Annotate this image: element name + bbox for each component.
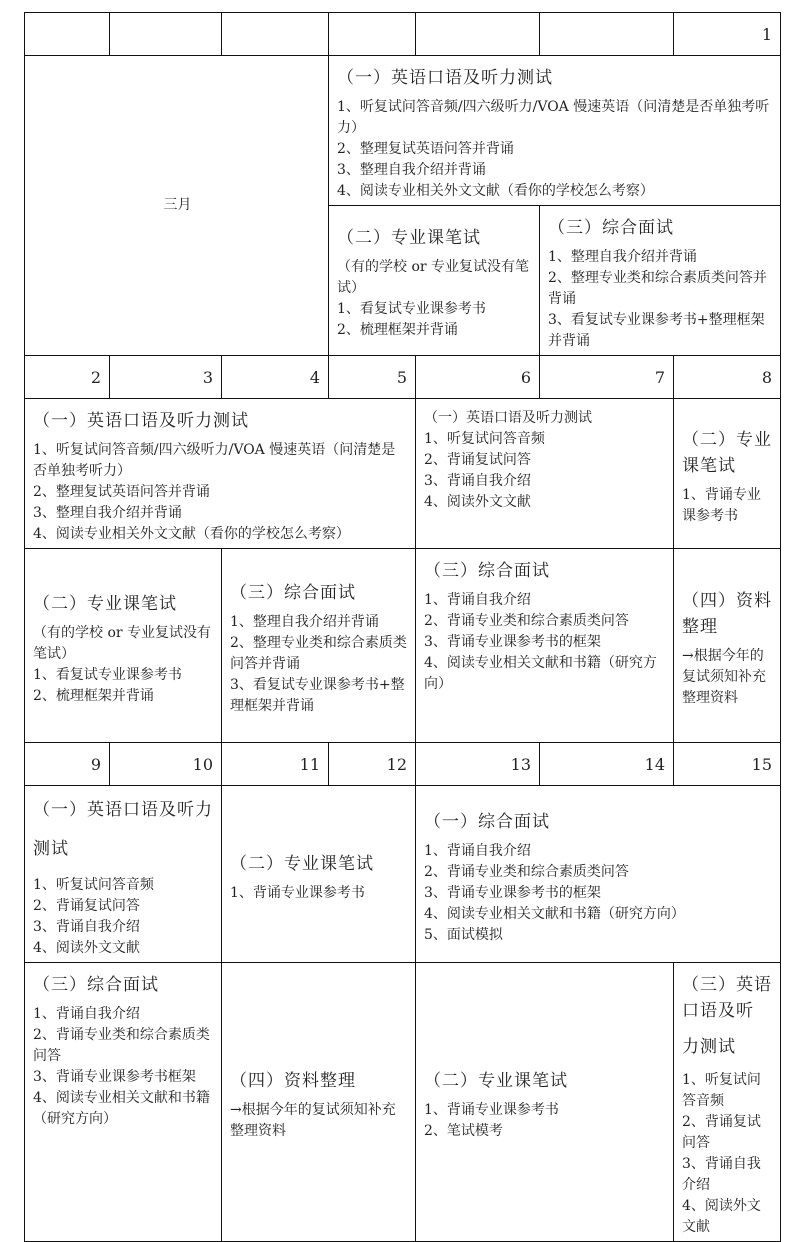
section-title: （一）英语口语及听力 — [33, 800, 213, 820]
day-cell — [110, 13, 222, 56]
task-item: 1、整理自我介绍并背诵 — [230, 614, 379, 630]
day-cell — [540, 13, 674, 56]
task-item: 3、背诵自我介绍 — [33, 919, 140, 935]
task-item: 3、整理自我介绍并背诵 — [337, 162, 486, 178]
day-cell — [222, 13, 329, 56]
day-cell: 11 — [222, 743, 329, 786]
task-item: 3、背诵专业课参考书的框架 — [424, 634, 601, 650]
task-item: 1、看复试专业课参考书 — [33, 666, 182, 683]
english-test-cell — [25, 399, 416, 549]
day-cell: 2 — [25, 356, 110, 399]
task-item: 1、整理自我介绍并背诵 — [548, 249, 697, 265]
interview-cell — [540, 206, 781, 356]
task-item: 3、看复试专业课参考书+整理框架并背诵 — [548, 312, 765, 349]
task-item: 1、听复试问答音频 — [682, 1072, 761, 1109]
task-item: 2、背诵专业类和综合素质类问答 — [33, 1027, 210, 1064]
task-item: 2、梳理框架并背诵 — [337, 322, 458, 338]
written-test-cell — [25, 549, 222, 743]
task-item: 3、看复试专业课参考书+整理框架并背诵 — [230, 677, 405, 714]
section-title: （一）英语口语及听力测试 — [337, 68, 553, 88]
task-item: 2、梳理框架并背诵 — [33, 687, 154, 704]
task-item: 4、阅读外文文献 — [682, 1198, 761, 1235]
task-item: 4、阅读外文文献 — [424, 494, 531, 510]
task-item: 3、整理自我介绍并背诵 — [33, 505, 182, 521]
day-cell: 1 — [674, 13, 781, 56]
task-item: 2、背诵专业类和综合素质类问答 — [424, 863, 629, 880]
task-item: 2、笔试模考 — [424, 1123, 503, 1139]
task-item: 3、背诵专业课参考书的框架 — [424, 884, 601, 901]
day-number-row — [25, 13, 781, 56]
section-title: （四）资料整理 — [230, 1071, 356, 1091]
materials-cell — [222, 963, 416, 1242]
task-item: 2、背诵专业类和综合素质类问答 — [424, 613, 629, 629]
section-title: （二）专业课笔试 — [337, 228, 481, 248]
interview-cell — [222, 549, 416, 743]
task-note: （有的学校 or 专业复试没有笔试） — [33, 624, 212, 662]
section-title: （三）英语口语及听 — [682, 975, 772, 1021]
task-item: 1、背诵专业课参考书 — [682, 486, 761, 524]
task-item: 1、听复试问答音频 — [33, 877, 154, 893]
section-title: （四）资料整理 — [682, 591, 772, 637]
day-cell — [416, 13, 540, 56]
day-cell: 9 — [25, 743, 110, 786]
english-test-cell — [674, 963, 781, 1242]
day-cell: 14 — [540, 743, 674, 786]
day-cell: 4 — [222, 356, 329, 399]
day-cell: 12 — [329, 743, 416, 786]
section-title: （二）专业课笔试 — [682, 429, 772, 476]
task-item: 4、阅读外文文献 — [33, 940, 140, 956]
task-item: 1、听复试问答音频/四六级听力/VOA 慢速英语（问清楚是否单独考听力） — [337, 99, 770, 136]
task-item: 1、看复试专业课参考书 — [337, 301, 486, 317]
task-item: 1、背诵自我介绍 — [424, 842, 531, 859]
task-item: 2、整理复试英语问答并背诵 — [337, 141, 514, 157]
task-item: 1、听复试问答音频 — [424, 431, 545, 447]
task-item: 1、背诵自我介绍 — [424, 592, 531, 608]
study-schedule-table — [24, 12, 781, 1242]
task-item: 5、面试模拟 — [424, 926, 503, 943]
written-test-cell — [222, 786, 416, 963]
section-title: （一）英语口语及听力测试 — [424, 410, 592, 426]
task-note: （有的学校 or 专业复试没有笔试） — [337, 259, 530, 296]
month-label: 三月 — [25, 56, 329, 356]
task-item: 4、阅读专业相关外文文献（看你的学校怎么考察） — [33, 526, 350, 542]
day-cell — [329, 13, 416, 56]
day-cell: 13 — [416, 743, 540, 786]
task-item: 3、背诵专业课参考书框架 — [33, 1069, 196, 1085]
task-item: →根据今年的复试须知补充整理资料 — [682, 648, 766, 706]
section-title: （一）英语口语及听力测试 — [33, 411, 249, 431]
task-item: 2、背诵复试问答 — [424, 452, 531, 468]
task-item: 2、背诵复试问答 — [682, 1114, 761, 1151]
written-test-cell — [416, 963, 674, 1242]
task-item: 1、听复试问答音频/四六级听力/VOA 慢速英语（问清楚是否单独考听力） — [33, 442, 396, 479]
day-cell: 8 — [674, 356, 781, 399]
english-test-cell — [25, 786, 222, 963]
section-title: （三）综合面试 — [33, 975, 159, 995]
day-cell: 6 — [416, 356, 540, 399]
section-title: （二）专业课笔试 — [230, 853, 374, 874]
section-title-continued: 测试 — [33, 839, 69, 859]
task-item: →根据今年的复试须知补充整理资料 — [230, 1102, 396, 1139]
section-title: （二）专业课笔试 — [33, 593, 177, 614]
section-title: （三）综合面试 — [230, 583, 356, 603]
day-number-row — [25, 743, 781, 786]
task-item: 2、整理专业类和综合素质类问答并背诵 — [230, 635, 407, 672]
task-item: 1、背诵专业课参考书 — [424, 1102, 559, 1118]
written-test-cell — [674, 399, 781, 549]
section-title: （三）综合面试 — [424, 561, 550, 581]
task-item: 1、背诵专业课参考书 — [230, 884, 365, 901]
section-title: （三）综合面试 — [548, 218, 674, 238]
written-test-cell — [329, 206, 540, 356]
english-test-cell — [329, 56, 781, 206]
day-cell: 5 — [329, 356, 416, 399]
task-item: 2、整理复试英语问答并背诵 — [33, 484, 210, 500]
task-item: 4、阅读专业相关文献和书籍（研究方向） — [424, 655, 657, 692]
task-item: 4、阅读专业相关文献和书籍（研究方向） — [424, 905, 685, 922]
section-title: （二）专业课笔试 — [424, 1071, 568, 1091]
interview-cell — [416, 549, 674, 743]
day-cell — [25, 13, 110, 56]
section-title: （一）综合面试 — [424, 811, 550, 832]
day-cell: 15 — [674, 743, 781, 786]
interview-cell — [25, 963, 222, 1242]
task-item: 2、背诵复试问答 — [33, 898, 140, 914]
task-item: 4、阅读专业相关文献和书籍（研究方向） — [33, 1090, 210, 1127]
task-item: 1、背诵自我介绍 — [33, 1006, 140, 1022]
day-cell: 7 — [540, 356, 674, 399]
day-cell: 3 — [110, 356, 222, 399]
interview-cell — [416, 786, 781, 963]
task-item: 3、背诵自我介绍 — [424, 473, 531, 489]
section-title-continued: 力测试 — [682, 1037, 736, 1057]
task-item: 3、背诵自我介绍 — [682, 1156, 761, 1193]
day-cell: 10 — [110, 743, 222, 786]
task-item: 2、整理专业类和综合素质类问答并背诵 — [548, 270, 767, 307]
english-test-cell — [416, 399, 674, 549]
day-number-row — [25, 356, 781, 399]
materials-cell — [674, 549, 781, 743]
task-item: 4、阅读专业相关外文文献（看你的学校怎么考察） — [337, 183, 654, 199]
